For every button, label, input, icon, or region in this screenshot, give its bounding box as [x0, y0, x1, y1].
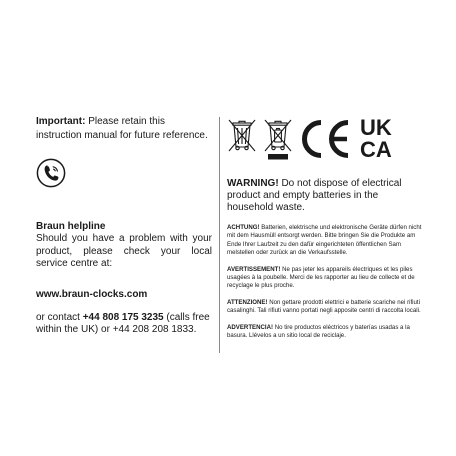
ukca-mark — [360, 116, 404, 160]
important-label: Important: — [36, 116, 86, 127]
left-column — [36, 115, 212, 337]
phone-icon — [36, 158, 66, 188]
notice-body: Batterien, elektrische und elektronische Geräte dürfen nicht mit dem Hausmüll entsorgt werden. Bitte bringen Sie die Produkte am Ende Ihrer Laufzeit zu den dafür eingerichteten öffentlichen Sam melstellen oder zurück an die Verkaufsstelle. — [227, 224, 422, 257]
column-divider — [219, 117, 220, 353]
ukca-bottom: CA — [360, 137, 392, 160]
crossed-bin-icon — [227, 117, 257, 159]
notice-label: ACHTUNG! — [227, 224, 260, 231]
contact-suffix: (calls free within the UK) or +44 208 208 1833. — [36, 311, 210, 335]
notice-label: AVERTISSEMENT! — [227, 265, 281, 273]
compliance-marks — [227, 115, 423, 163]
important-text: Please retain this instruction manual for future reference. — [36, 116, 208, 141]
notice-label: ATTENZIONE! — [227, 298, 268, 306]
notice-french — [227, 266, 423, 291]
notice-body: No tire productos eléctricos y baterías usadas a la basura. Llévelos a un sitio local de reciclaje. — [227, 323, 410, 340]
notice-german — [227, 224, 423, 258]
important-note — [36, 115, 212, 142]
contact-info — [36, 312, 212, 337]
notice-spanish — [227, 324, 423, 341]
ukca-top: UK — [360, 116, 392, 140]
warning-label: WARNING! — [227, 178, 279, 189]
notice-body: Ne pas jeter les appareils électriques et les piles usagées à la poubelle. Merci de les rapporter au lieu de collecte et de recyclage le plus proche. — [227, 265, 415, 290]
warning-text — [227, 178, 423, 214]
right-column — [227, 115, 423, 340]
notice-italian — [227, 299, 423, 316]
crossed-battery-bin-icon — [263, 117, 293, 161]
website-link[interactable]: www.braun-clocks.com — [36, 288, 148, 300]
helpline-title: Braun helpline — [36, 221, 106, 232]
ce-mark — [298, 118, 356, 160]
warning-body: Do not dispose of electrical product and empty batteries in the household waste. — [227, 178, 402, 213]
contact-phone[interactable]: +44 808 175 3235 — [82, 311, 164, 323]
contact-prefix: or contact — [36, 311, 83, 323]
helpline-text: Should you have a problem with your product, please check your local service centre at: — [36, 233, 212, 269]
notice-label: ADVERTENCIA! — [227, 323, 274, 331]
notice-body: Non gettare prodotti elettrici e batterie scariche nei rifiuti casalinghi. Tali rifiuti vanno portati negli apposite centri di raccolta locali. — [227, 298, 421, 315]
